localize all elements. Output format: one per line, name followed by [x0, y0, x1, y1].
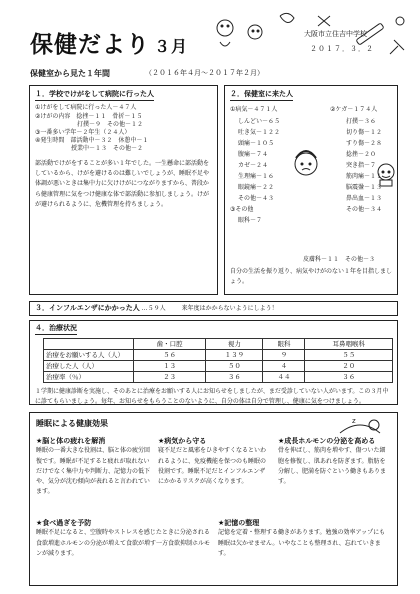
header-illustrations	[150, 6, 420, 66]
character-icon	[217, 20, 233, 36]
sec2-item: 捻挫－２０	[346, 150, 377, 158]
table-cell: ５０	[206, 361, 263, 372]
sec2-item: ②ケガ－１７４人	[330, 106, 378, 114]
sec2-item: 突き指－７	[346, 161, 377, 169]
table-cell: ５５	[305, 350, 393, 361]
sleep-item-text: 睡眠不足になると、空腹時やストレスを感じたときに分泌される食欲増進ホルモンの分泌が増えて食欲が増す一方食欲抑制ホルモンが減ります。	[36, 529, 211, 557]
table-cell: ５６	[134, 350, 206, 361]
sleep-item-heading: ★成長ホルモンの分泌を高める	[278, 437, 376, 445]
section-nurse-visits	[224, 85, 398, 295]
sleep-item	[158, 437, 270, 487]
sick-child-illustration	[288, 148, 324, 182]
sleep-item-text: 骨を伸ばし、筋肉を増やす、傷ついた細胞を修復し、肌あれを防ぎます。脂肪を分解し、肥満を防ぐという働きもあります。	[278, 447, 387, 485]
table-cell: 治療した人（人）	[44, 361, 134, 372]
table-cell: ９	[263, 350, 305, 361]
table-cell: 治療をお願いする人（人）	[44, 350, 134, 361]
svg-text:z: z	[352, 417, 356, 425]
table-cell: １３９	[206, 350, 263, 361]
section-subtitle: 保健室から見た１年間	[30, 69, 110, 78]
table-cell: ３６	[305, 372, 393, 383]
section-sleep	[29, 412, 398, 586]
sleep-item	[36, 519, 211, 559]
section-injuries	[29, 85, 218, 295]
sec2-item: 打撲－３６	[346, 117, 377, 125]
sec1-line: ④発生時間 部活動中－３２ 休憩中－１	[35, 136, 149, 144]
sec2-item: その他－４３	[238, 195, 275, 203]
sec2-item: 眼鏡痛－２２	[238, 184, 275, 192]
sec2-item: その他－３４	[346, 206, 383, 214]
injured-child-illustration	[372, 160, 400, 188]
sec2-paragraph: 自分の生活を振り返り、病気やけがのない１年を目指しましょう。	[230, 268, 393, 286]
school-name: 大阪市立住吉中学校	[304, 30, 367, 38]
title-month: ３月	[154, 37, 189, 56]
table-header: 耳鼻咽喉科	[305, 339, 393, 350]
sec2-item: 生理痛－１６	[238, 173, 275, 180]
bug-icon	[280, 13, 294, 22]
issue-date: ２０１７．３．２	[310, 45, 374, 53]
sleep-item-heading: ★食べ過ぎを予防	[36, 519, 92, 527]
sec1-paragraph: 部活動でけがをすることが多い１年でした。一生懸命に部活動をしているから、けがを避けるのは難しいでしょうが、睡眠不足や体調が悪いときは集中力に欠けけがにつながりますから、普段から健康管理に気をつけ健康な体で部活動に参加しましょう。けがが避けられるように、危機管理を持ちましょう。	[35, 160, 210, 208]
thermometer-icon	[356, 23, 384, 45]
table-cell: ３６	[206, 372, 263, 383]
sleep-item	[218, 519, 390, 559]
sec3-title: ３．インフルエンザにかかった人	[35, 304, 140, 312]
section-treatment	[29, 320, 398, 405]
sec2-item: 腹痛－７４	[238, 150, 269, 158]
sec5-title: 睡眠による健康効果	[36, 419, 108, 428]
sec2-item: 吐き気－１２２	[238, 128, 281, 136]
sec1-line: ②けがの内容 捻挫－１１ 骨折－１５	[35, 112, 143, 120]
section-influenza	[29, 301, 398, 316]
sec1-line: 打撲－９ その他－１２	[35, 120, 144, 128]
sec2-item: ③その他	[230, 206, 254, 214]
sleep-item	[36, 437, 154, 497]
table-row	[44, 361, 393, 372]
table-header: 歯・口腔	[134, 339, 206, 350]
table-header: 眼科	[263, 339, 305, 350]
sleep-item-heading: ★記憶の整理	[218, 519, 260, 527]
sleep-item-text: 寝不足だと風邪をひきやすくなるといわれるように、免疫機能を保つのも睡眠の役割です。睡眠不足だとインフルエンザにかかるリスクが高くなります。	[158, 447, 267, 485]
sec2-extra: 皮膚科－１１ その他－３	[303, 256, 376, 263]
table-row	[44, 350, 393, 361]
table-cell: ４	[263, 361, 305, 372]
sec1-title: １．学校でけがをして病院に行った人	[35, 90, 154, 101]
table-header-row	[44, 339, 393, 350]
sec4-paragraph: １学期に健康診断を実施し、そのあとに治療をお願いする人にお知らせをしましたが、まだ受診していない人がいます。この３月中に診てもらいましょう。毎年、お知らせをもらうことのないように、自分の体は自分で管理し、健康に気をつけましょう。	[35, 388, 389, 406]
table-header	[44, 339, 134, 350]
sec2-item: 鼻出血－１３	[346, 195, 383, 203]
treatment-table	[43, 338, 393, 383]
title-text: 保健だより	[30, 32, 150, 58]
sec3-count: …５９人	[141, 305, 166, 312]
table-cell: ２０	[305, 361, 393, 372]
sec1-line: ③一番多い学年－２年生（２４人）	[35, 128, 131, 136]
sec2-item: 頭痛－１０５	[238, 139, 275, 147]
table-cell: １３	[134, 361, 206, 372]
table-cell: ４４	[263, 372, 305, 383]
sec4-title: ４．治療状況	[35, 324, 77, 335]
sec2-item: 切り傷－１２	[346, 128, 383, 136]
sec3-note: 来年度はかからないようにしよう！	[181, 305, 278, 312]
sec2-item: 筋肉痛－１１	[346, 173, 383, 180]
table-cell: ２３	[134, 372, 206, 383]
table-cell: 治療率（％）	[44, 372, 134, 383]
period-text: （２０１６年４月～２０１７年２月）	[145, 69, 264, 77]
sleep-item	[278, 437, 390, 487]
sec2-item: 眼科－７	[238, 217, 263, 225]
table-row	[44, 372, 393, 383]
sec2-item: 脳震盪－１３	[346, 184, 383, 192]
sec1-line: ①けがをして病院に行った人－４７人	[35, 104, 137, 112]
table-header: 視力	[206, 339, 263, 350]
sec2-item: ①病気－４７１人	[230, 106, 278, 114]
sleeping-illustration	[330, 413, 390, 439]
sec1-line: 授業中－１３ その他－２	[35, 144, 144, 152]
sleep-item-heading: ★病気から守る	[158, 437, 207, 445]
sec2-item: しんどい－６５	[238, 117, 281, 125]
sleep-item-text: 睡眠の一番大きな役割は、脳と体の疲労回復です。睡眠が不足すると疲れが取れないだけでなく集中力や判断力、記憶力の低下や、気分が沈む傾向が表れると言われています。	[36, 447, 151, 496]
sec2-item: カゼ－２４	[238, 161, 269, 169]
sec2-item: すり傷－２８	[346, 139, 383, 147]
sec2-title: ２．保健室に来た人	[230, 90, 293, 101]
sleep-item-text: 記憶を定着・整理する働きがあります。勉強の効率アップにも睡眠は欠かせません。いやなことも整理され、忘れていきます。	[218, 529, 386, 557]
sleep-item-heading: ★脳と体の疲れを解消	[36, 437, 106, 445]
